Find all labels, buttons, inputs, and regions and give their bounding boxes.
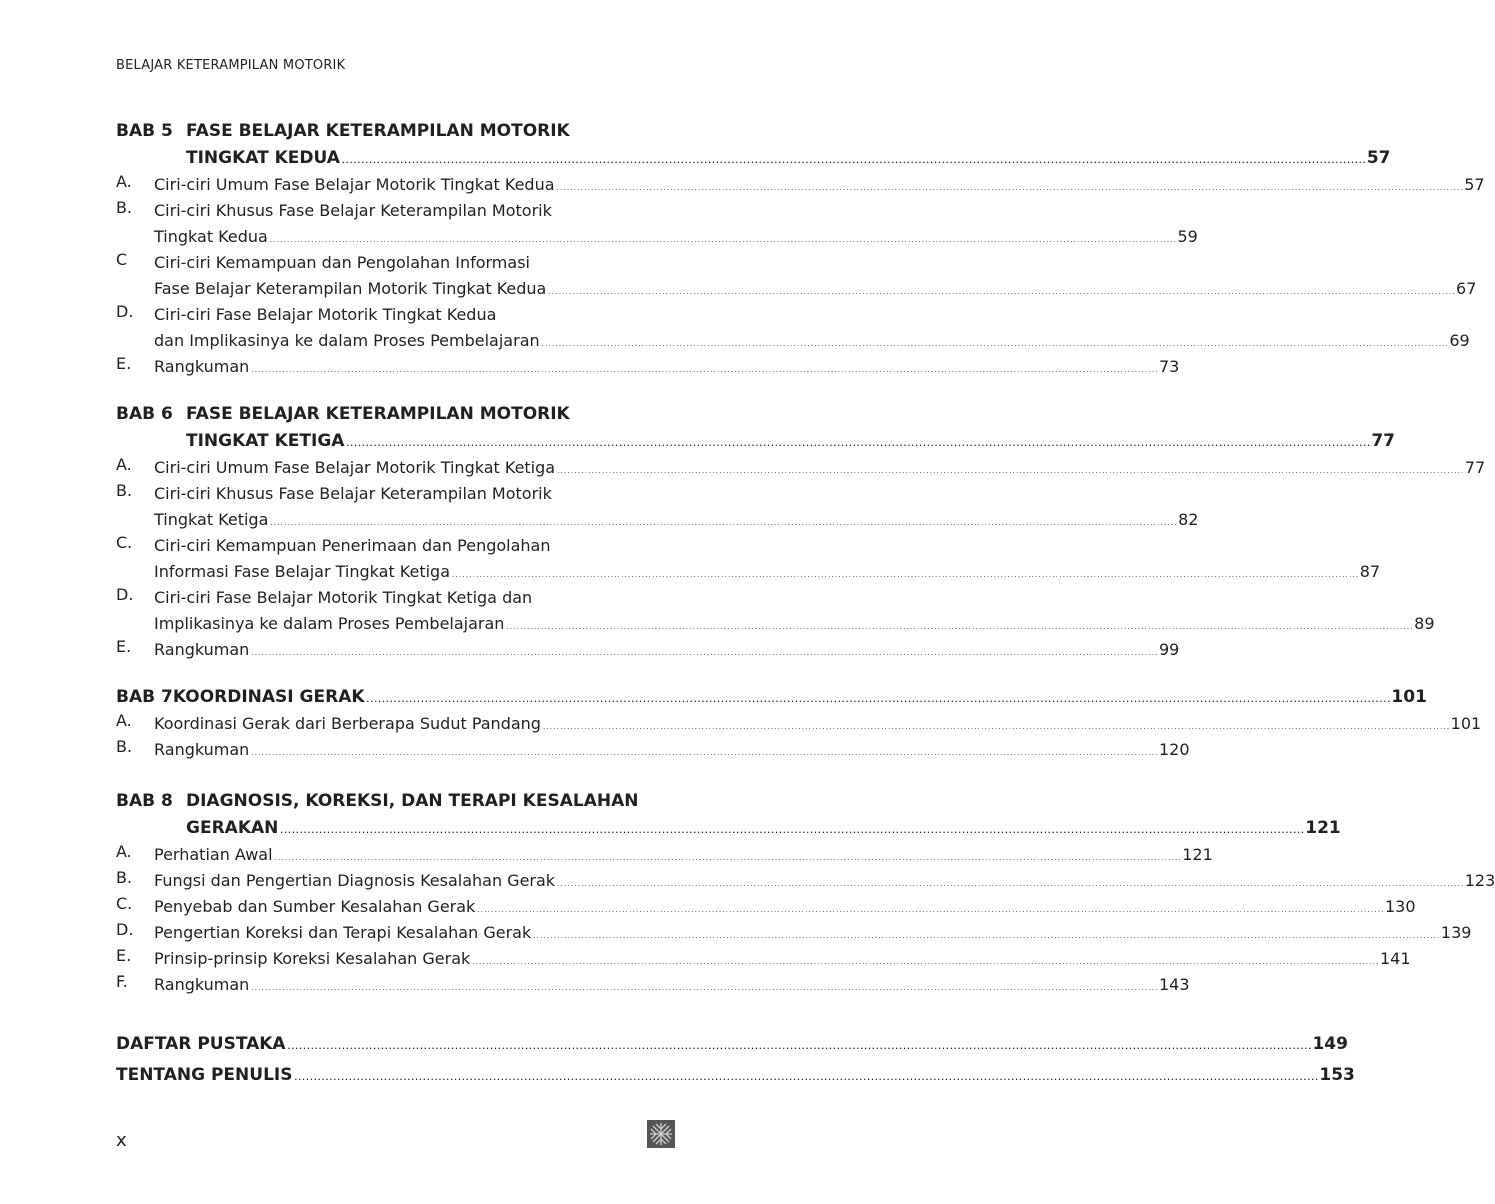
dot-leader <box>251 737 1157 766</box>
dot-leader <box>288 1029 1311 1063</box>
item-text: Rangkuman <box>154 357 250 376</box>
item-letter: D. <box>116 920 134 939</box>
page-ref: 121 <box>1305 818 1341 838</box>
toc-item[interactable] <box>116 585 1435 637</box>
chapter-title: DIAGNOSIS, KOREKSI, DAN TERAPI KESALAHAN <box>186 791 639 811</box>
item-letter: E. <box>116 354 132 373</box>
item-text: Implikasinya ke dalam Proses Pembelajaran <box>154 614 505 633</box>
item-letter: D. <box>116 302 134 321</box>
toc-item[interactable] <box>116 920 1472 946</box>
item-text: Fase Belajar Keterampilan Motorik Tingkat Kedua <box>154 279 547 298</box>
item-text: dan Implikasinya ke dalam Proses Pembelajaran <box>154 331 540 350</box>
dot-leader <box>270 224 1176 253</box>
item-text: Tingkat Kedua <box>154 227 268 246</box>
dot-leader <box>452 559 1358 588</box>
item-text: Informasi Fase Belajar Tingkat Ketiga <box>154 562 451 581</box>
toc-item[interactable] <box>116 737 1190 763</box>
page-ref: 59 <box>1177 227 1198 246</box>
page-ref: 153 <box>1319 1065 1355 1085</box>
page-ref: 121 <box>1182 845 1213 864</box>
chapter-title-line[interactable] <box>116 815 1341 842</box>
dot-leader <box>533 920 1439 949</box>
item-letter: A. <box>116 455 132 474</box>
page-ref: 99 <box>1159 640 1180 659</box>
chapter-title-line[interactable] <box>116 145 1391 172</box>
chapter-8 <box>116 788 1495 998</box>
entry-label: TENTANG PENULIS <box>116 1065 293 1085</box>
item-text: Ciri-ciri Khusus Fase Belajar Keterampilan Motorik <box>154 201 552 220</box>
running-header: BELAJAR KETERAMPILAN MOTORIK <box>116 58 346 73</box>
item-letter: B. <box>116 198 133 217</box>
item-text: Fungsi dan Pengertian Diagnosis Kesalahan Gerak <box>154 871 556 890</box>
page-ref: 143 <box>1159 975 1190 994</box>
toc-item[interactable] <box>116 711 1482 737</box>
chapter-title: KOORDINASI GERAK <box>172 687 365 707</box>
dot-leader <box>477 894 1383 923</box>
page-ref: 67 <box>1456 279 1477 298</box>
chapter-7 <box>116 684 1482 763</box>
toc-item[interactable] <box>116 354 1180 380</box>
item-text: Prinsip-prinsip Koreksi Kesalahan Gerak <box>154 949 471 968</box>
dot-leader <box>251 972 1157 1001</box>
page-ref: 69 <box>1449 331 1470 350</box>
item-letter: B. <box>116 737 133 756</box>
page-ref: 149 <box>1312 1034 1348 1054</box>
item-text: Rangkuman <box>154 975 250 994</box>
item-text: Tingkat Ketiga <box>154 510 269 529</box>
item-letter: E. <box>116 946 132 965</box>
dot-leader <box>251 637 1157 666</box>
page-ref: 101 <box>1450 714 1482 733</box>
chapter-number: BAB 5 <box>116 121 173 141</box>
toc-item[interactable] <box>116 637 1180 663</box>
dot-leader <box>557 868 1463 897</box>
chapter-number: BAB 7 <box>116 687 173 707</box>
page-ref: 130 <box>1385 897 1416 916</box>
toc-item[interactable] <box>116 455 1486 481</box>
item-letter: B. <box>116 481 133 500</box>
item-text: Ciri-ciri Umum Fase Belajar Motorik Tingkat Kedua <box>154 175 555 194</box>
dot-leader <box>543 711 1449 740</box>
item-text: Penyebab dan Sumber Kesalahan Gerak <box>154 897 476 916</box>
item-text: Perhatian Awal <box>154 845 273 864</box>
page-ref: 77 <box>1371 431 1395 451</box>
item-text: Koordinasi Gerak dari Berberapa Sudut Pandang <box>154 714 541 733</box>
item-text: Ciri-ciri Fase Belajar Motorik Tingkat Ketiga dan <box>154 588 533 607</box>
chapter-title: FASE BELAJAR KETERAMPILAN MOTORIK <box>186 404 570 424</box>
item-text: Ciri-ciri Kemampuan Penerimaan dan Pengolahan <box>154 536 551 555</box>
chapter-number: BAB 6 <box>116 404 173 424</box>
item-letter: E. <box>116 637 132 656</box>
dot-leader <box>557 172 1463 201</box>
toc-item[interactable] <box>116 842 1213 868</box>
page-ref: 123 <box>1464 871 1495 890</box>
entry-label: DAFTAR PUSTAKA <box>116 1034 286 1054</box>
page-ref: 57 <box>1464 175 1485 194</box>
dot-leader <box>251 354 1157 383</box>
item-letter: A. <box>116 842 132 861</box>
item-text: Ciri-ciri Khusus Fase Belajar Keterampilan Motorik <box>154 484 552 503</box>
toc-item[interactable] <box>116 481 1199 533</box>
dot-leader <box>557 455 1463 484</box>
item-letter: C. <box>116 533 133 552</box>
back-matter <box>116 1029 1355 1091</box>
ornament-icon <box>647 1120 675 1148</box>
toc-item[interactable] <box>116 946 1411 972</box>
item-letter: D. <box>116 585 134 604</box>
item-letter: B. <box>116 868 133 887</box>
dot-leader <box>275 842 1181 871</box>
item-text: Rangkuman <box>154 640 250 659</box>
toc-item[interactable] <box>116 198 1198 250</box>
page-ref: 139 <box>1440 923 1472 942</box>
page-number: x <box>116 1130 127 1151</box>
page-ref: 89 <box>1414 614 1435 633</box>
page-ref: 141 <box>1379 949 1411 968</box>
item-letter: C. <box>116 894 133 913</box>
page-ref: 120 <box>1159 740 1190 759</box>
chapter-title-cont: TINGKAT KETIGA <box>186 431 345 451</box>
toc-item[interactable] <box>116 868 1495 894</box>
dot-leader <box>270 507 1176 536</box>
chapter-title-cont: GERAKAN <box>186 818 279 838</box>
dot-leader <box>472 946 1378 975</box>
item-letter: A. <box>116 172 132 191</box>
page-ref: 87 <box>1359 562 1381 581</box>
chapter-heading <box>116 788 674 815</box>
toc-item[interactable] <box>116 302 1470 354</box>
item-text: Ciri-ciri Kemampuan dan Pengolahan Informasi <box>154 253 530 272</box>
dot-leader <box>367 684 1390 714</box>
toc-item[interactable] <box>116 894 1416 920</box>
toc-item[interactable] <box>116 533 1381 585</box>
page-ref: 82 <box>1178 510 1199 529</box>
dot-leader <box>280 815 1303 845</box>
chapter-title-line[interactable] <box>116 428 1395 455</box>
chapter-6 <box>116 401 1486 663</box>
dot-leader <box>506 611 1412 640</box>
item-text: Pengertian Koreksi dan Terapi Kesalahan Gerak <box>154 923 532 942</box>
item-letter: F. <box>116 972 128 991</box>
chapter-title: FASE BELAJAR KETERAMPILAN MOTORIK <box>186 121 570 141</box>
dot-leader <box>346 428 1369 458</box>
item-letter: C <box>116 250 128 269</box>
dot-leader <box>294 1060 1317 1094</box>
chapter-5 <box>116 118 1485 380</box>
dot-leader <box>548 276 1454 305</box>
item-text: Ciri-ciri Umum Fase Belajar Motorik Tingkat Ketiga <box>154 458 556 477</box>
page-ref: 77 <box>1464 458 1486 477</box>
chapter-heading <box>116 118 674 145</box>
toc-item[interactable] <box>116 250 1477 302</box>
toc-entry-tentang-penulis[interactable] <box>116 1060 1355 1091</box>
dot-leader <box>342 145 1365 175</box>
item-text: Rangkuman <box>154 740 250 759</box>
page-ref: 101 <box>1391 687 1427 707</box>
chapter-heading <box>116 401 674 428</box>
item-letter: A. <box>116 711 132 730</box>
chapter-heading[interactable] <box>116 684 1427 711</box>
toc-item[interactable] <box>116 172 1485 198</box>
toc-item[interactable] <box>116 972 1190 998</box>
toc-entry-daftar-pustaka[interactable] <box>116 1029 1348 1060</box>
item-text: Ciri-ciri Fase Belajar Motorik Tingkat Kedua <box>154 305 497 324</box>
page-ref: 57 <box>1366 148 1391 168</box>
chapter-title-cont: TINGKAT KEDUA <box>186 148 340 168</box>
dot-leader <box>542 328 1448 357</box>
chapter-number: BAB 8 <box>116 791 173 811</box>
page-ref: 73 <box>1159 357 1180 376</box>
